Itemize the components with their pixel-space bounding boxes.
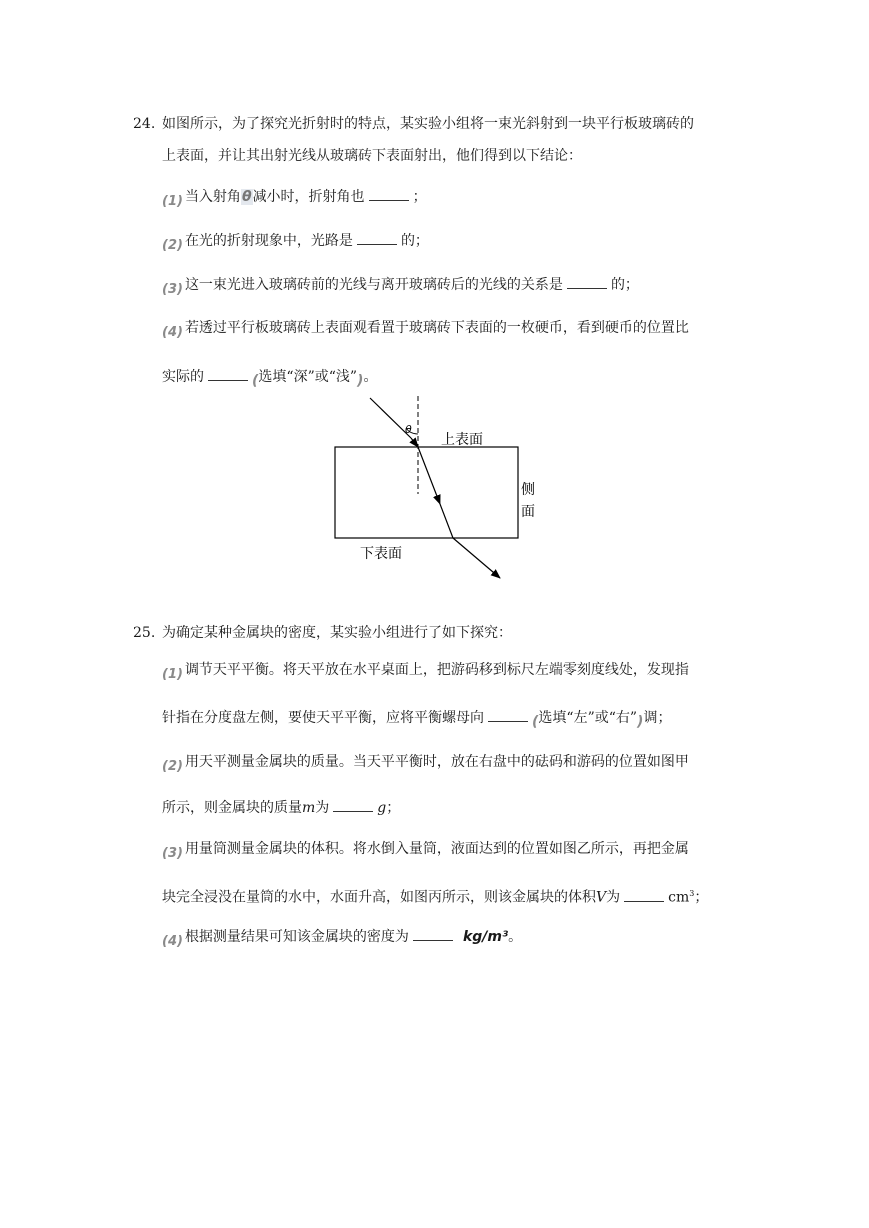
item-text: 在光的折射现象中，光路是 bbox=[184, 233, 353, 249]
item-text: 减小时，折射角也 bbox=[252, 189, 365, 205]
item-text: 若透过平行板玻璃砖上表面观看置于玻璃砖下表面的一枚硬币，看到硬币的位置比 bbox=[184, 320, 689, 336]
q25-item-3-line2 bbox=[162, 884, 708, 908]
item-text: 为 bbox=[606, 889, 621, 906]
q25-item-4 bbox=[162, 926, 522, 948]
item-text: 用量筒测量金属块的体积。将水倒入量筒，液面达到的位置如图乙所示，再把金属 bbox=[184, 841, 689, 857]
item-number: (2) bbox=[162, 238, 183, 253]
q25-item-1-line1 bbox=[162, 660, 689, 681]
refracted-ray bbox=[440, 504, 453, 538]
answer-blank[interactable] bbox=[333, 797, 373, 812]
item-number: (2) bbox=[162, 759, 183, 774]
angle-label: θ bbox=[405, 423, 412, 436]
unit-label: g bbox=[377, 800, 387, 816]
q24-item-1 bbox=[162, 186, 427, 208]
answer-blank[interactable] bbox=[567, 274, 607, 289]
answer-blank[interactable] bbox=[357, 230, 397, 245]
q25-item-3-line1 bbox=[162, 839, 689, 860]
open-paren: ( bbox=[532, 714, 539, 730]
side-surface-label-2: 面 bbox=[521, 504, 535, 520]
answer-blank[interactable] bbox=[624, 887, 664, 902]
item-text: 根据测量结果可知该金属块的密度为 bbox=[184, 929, 409, 945]
glass-block bbox=[335, 447, 518, 538]
item-text: 这一束光进入玻璃砖前的光线与离开玻璃砖后的光线的关系是 bbox=[184, 277, 563, 293]
item-tail: ； bbox=[694, 889, 709, 906]
item-text: 块完全浸没在量筒的水中，水面升高，如图丙所示，则该金属块的体积 bbox=[162, 889, 596, 906]
item-text: 当入射角 bbox=[184, 189, 241, 205]
q25-item-1-line2 bbox=[162, 707, 671, 728]
q25-item-2-line1 bbox=[162, 752, 689, 773]
theta-symbol: θ bbox=[241, 189, 252, 205]
item-text: 为 bbox=[315, 800, 330, 816]
item-tail: ； bbox=[412, 189, 427, 205]
item-tail: 调； bbox=[643, 710, 672, 726]
item-text: 用天平测量金属块的质量。当天平平衡时，放在右盘中的砝码和游码的位置如图甲 bbox=[184, 754, 689, 770]
question-25-stem: 为确定某种金属块的密度，某实验小组进行了如下探究： bbox=[162, 625, 512, 641]
item-tail: 的； bbox=[400, 233, 429, 249]
item-number: (4) bbox=[162, 934, 183, 949]
top-surface-label: 上表面 bbox=[441, 432, 483, 448]
bottom-surface-label: 下表面 bbox=[360, 546, 402, 562]
open-paren: ( bbox=[252, 373, 259, 389]
incident-arrow bbox=[411, 438, 418, 447]
item-tail: 。 bbox=[363, 369, 378, 385]
q25-item-2-line2 bbox=[162, 797, 400, 818]
answer-blank[interactable] bbox=[488, 707, 528, 722]
density-unit: kg/m³ bbox=[462, 929, 509, 945]
question-24-stem-line2: 上表面，并让其出射光线从玻璃砖下表面射出，他们得到以下结论： bbox=[162, 148, 582, 164]
question-24-stem-line1: 如图所示，为了探究光折射时的特点，某实验小组将一束光斜射到一块平行板玻璃砖的 bbox=[162, 116, 694, 132]
refracted-ray-arrow bbox=[418, 447, 440, 504]
item-text: 实际的 bbox=[162, 369, 204, 385]
answer-blank[interactable] bbox=[413, 926, 453, 941]
item-number: (4) bbox=[162, 325, 183, 340]
question-24-number: 24. bbox=[133, 116, 156, 132]
choice-hint: 选填“深”或“浅” bbox=[258, 369, 358, 385]
q24-item-2 bbox=[162, 230, 429, 252]
item-tail: ； bbox=[386, 800, 401, 816]
item-text: 调节天平平衡。将天平放在水平桌面上，把游码移到标尺左端零刻度线处，发现指 bbox=[184, 662, 689, 678]
answer-blank[interactable] bbox=[369, 186, 409, 201]
q24-item-3 bbox=[162, 274, 639, 296]
item-tail: 的； bbox=[610, 277, 639, 293]
q24-item-4-line2 bbox=[162, 366, 377, 387]
item-number: (3) bbox=[162, 846, 183, 861]
item-text: 针指在分度盘左侧，要使天平平衡，应将平衡螺母向 bbox=[162, 710, 484, 726]
unit-label: cm bbox=[668, 889, 690, 906]
item-number: (3) bbox=[162, 282, 183, 297]
item-number: (1) bbox=[162, 667, 183, 682]
close-paren: ) bbox=[357, 373, 364, 389]
item-tail: 。 bbox=[508, 929, 523, 945]
side-surface-label-1: 侧 bbox=[521, 482, 535, 498]
volume-variable: V bbox=[596, 889, 607, 906]
refraction-figure bbox=[330, 392, 535, 582]
item-number: (1) bbox=[162, 194, 183, 209]
unit-superscript: 3 bbox=[689, 889, 695, 898]
close-paren: ) bbox=[637, 714, 644, 730]
choice-hint: 选填“左”或“右” bbox=[538, 710, 638, 726]
item-text: 所示，则金属块的质量 bbox=[162, 800, 302, 816]
mass-variable: m bbox=[302, 800, 316, 816]
q24-item-4-line1 bbox=[162, 318, 689, 339]
answer-blank[interactable] bbox=[208, 366, 248, 381]
emergent-ray bbox=[453, 538, 500, 578]
question-25-number: 25. bbox=[133, 625, 156, 641]
